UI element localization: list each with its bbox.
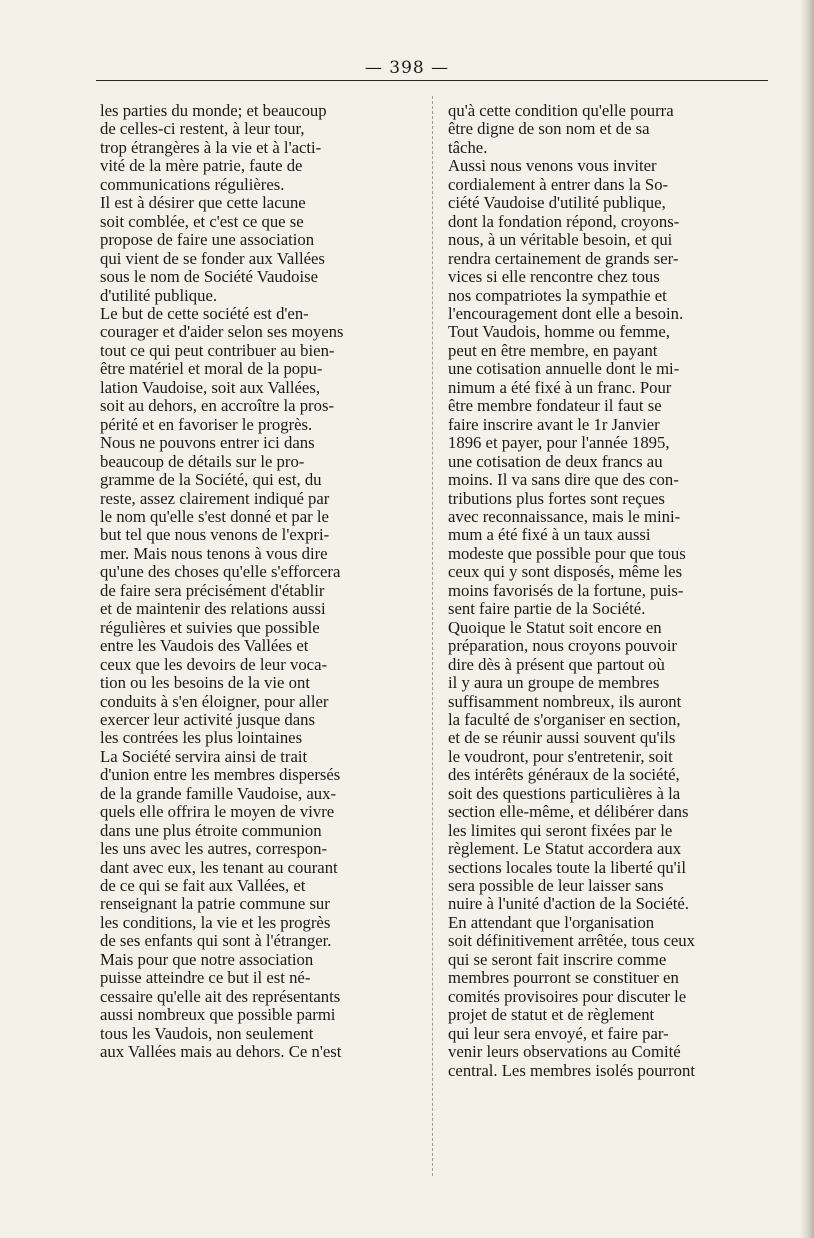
left-column-line: but tel que nous venons de l'expri- [100,525,330,545]
right-column-line: l'encouragement dont elle a besoin. [448,303,684,323]
left-column-line: de celles-ci restent, à leur tour, [100,119,305,139]
header-rule [96,80,768,81]
right-column-line: venir leurs observations au Comité [448,1042,681,1062]
right-column-line: soit définitivement arrêtée, tous ceux [448,931,695,951]
left-column-line: les uns avec les autres, correspon- [100,839,328,859]
right-column-line: sent faire partie de la Société. [448,599,646,619]
right-column-line: faire inscrire avant le 1r Janvier [448,414,660,434]
right-column [448,102,766,1080]
right-column-line: des intérêts généraux de la société, [448,765,680,785]
right-column-line: sections locales toute la liberté qu'il [448,857,686,877]
left-column-line: Le but de cette société est d'en- [100,303,309,323]
right-column-line: qu'à cette condition qu'elle pourra [448,101,674,120]
right-column-line: être membre fondateur il faut se [448,396,662,416]
right-column-line: moins favorisés de la fortune, puis- [448,580,684,600]
right-column-line: tâche. [448,137,488,157]
right-column-line: sera possible de leur laisser sans [448,876,664,896]
right-column-line: peut en être membre, en payant [448,340,658,360]
right-column-line: central. Les membres isolés pourront [448,1060,695,1080]
right-column-line: nous, à un véritable besoin, et qui [448,230,673,250]
left-column-line: les contrées les plus lointaines [100,728,303,748]
left-column-line: conduits à s'en éloigner, pour aller [100,691,329,711]
left-column-line: La Société servira ainsi de trait [100,746,308,766]
left-column-line: communications régulières. [100,174,285,194]
right-column-line: qui leur sera envoyé, et faire par- [448,1023,669,1043]
right-column-line: nos compatriotes la sympathie et [448,285,667,305]
right-column-line: moins. Il va sans dire que des con- [448,470,679,490]
left-column-line: reste, assez clairement indiqué par [100,488,330,508]
right-column-line: 1896 et payer, pour l'année 1895, [448,433,670,453]
left-column-line: soit au dehors, en accroître la pros- [100,396,334,416]
right-column-line: cordialement à entrer dans la So- [448,174,669,194]
left-column-line: qu'une des choses qu'elle s'efforcera [100,562,341,582]
right-column-line: Quoique le Statut soit encore en [448,617,662,637]
left-column-line: d'utilité publique. [100,285,218,305]
left-column-line: renseignant la patrie commune sur [100,894,330,914]
left-column-line: puisse atteindre ce but il est né- [100,968,311,988]
left-column-line: ceux que les devoirs de leur voca- [100,654,328,674]
right-column-line: avec reconnaissance, mais le mini- [448,506,681,526]
left-column-line: beaucoup de détails sur le pro- [100,451,305,471]
right-column-line: mum a été fixé à un taux aussi [448,525,651,545]
right-column-line: la faculté de s'organiser en section, [448,709,681,729]
left-column-line: Mais pour que notre association [100,949,314,969]
left-column-line: quels elle offrira le moyen de vivre [100,802,335,822]
left-column-line: lation Vaudoise, soit aux Vallées, [100,377,320,397]
right-column-line: rendra certainement de grands ser- [448,248,679,268]
left-column-line: d'union entre les membres dispersés [100,765,341,785]
right-column-line: une cotisation annuelle dont le mi- [448,359,680,379]
right-column-line: membres pourront se constituer en [448,968,679,988]
right-column-line: section elle-même, et délibérer dans [448,802,689,822]
left-column-line: soit comblée, et c'est ce que se [100,211,304,231]
left-column-line: être matériel et moral de la popu- [100,359,323,379]
left-column-line: Nous ne pouvons entrer ici dans [100,433,315,453]
left-column-line: de faire sera précisément d'établir [100,580,325,600]
right-column-line: il y aura un groupe de membres [448,673,660,693]
page-number: — 398 — [364,58,450,78]
right-column-line: suffisamment nombreux, ils auront [448,691,682,711]
right-column-line: nimum a été fixé à un franc. Pour [448,377,672,397]
right-column-line: qui se seront fait inscrire comme [448,949,667,969]
column-divider [432,96,433,1176]
left-column-line: sous le nom de Société Vaudoise [100,267,318,287]
right-column-line: règlement. Le Statut accordera aux [448,839,682,859]
right-column-line: comités provisoires pour discuter le [448,986,687,1006]
left-column-line: propose de faire une association [100,230,315,250]
right-column-line: une cotisation de deux francs au [448,451,663,471]
left-column-line: tout ce qui peut contribuer au bien- [100,340,335,360]
right-column-line: et de se réunir aussi souvent qu'ils [448,728,676,748]
left-column-line: et de maintenir des relations aussi [100,599,326,619]
left-column-line: tous les Vaudois, non seulement [100,1023,314,1043]
right-column-line: soit des questions particulières à la [448,783,681,803]
left-column [100,102,418,1062]
left-column-line: le nom qu'elle s'est donné et par le [100,506,329,526]
right-column-line: En attendant que l'organisation [448,912,655,932]
left-column-line: courager et d'aider selon ses moyens [100,322,344,342]
left-column-line: de ce qui se fait aux Vallées, et [100,876,306,896]
page-edge-shadow [800,0,814,1238]
right-column-line: dire dès à présent que partout où [448,654,665,674]
right-column-line: le voudront, pour s'entretenir, soit [448,746,673,766]
left-column-line: entre les Vaudois des Vallées et [100,636,309,656]
left-column-line: de ses enfants qui sont à l'étranger. [100,931,332,951]
left-column-line: qui vient de se fonder aux Vallées [100,248,325,268]
left-column-line: tion ou les besoins de la vie ont [100,673,310,693]
left-column-line: exercer leur activité jusque dans [100,709,315,729]
right-column-line: les limites qui seront fixées par le [448,820,673,840]
left-column-line: dans une plus étroite communion [100,820,322,840]
right-column-line: préparation, nous croyons pouvoir [448,636,677,656]
left-column-line: aux Vallées mais au dehors. Ce n'est [100,1042,342,1062]
right-column-line: Tout Vaudois, homme ou femme, [448,322,670,342]
right-column-line: être digne de son nom et de sa [448,119,650,139]
left-column-line: trop étrangères à la vie et à l'acti- [100,137,322,157]
right-column-line: tributions plus fortes sont reçues [448,488,665,508]
left-column-line: régulières et suivies que possible [100,617,320,637]
left-column-line: les conditions, la vie et les progrès [100,912,331,932]
right-column-line: nuire à l'unité d'action de la Société. [448,894,689,914]
left-column-line: aussi nombreux que possible parmi [100,1005,336,1025]
left-column-line: périté et en favoriser le progrès. [100,414,313,434]
left-column-line: gramme de la Société, qui est, du [100,470,322,490]
right-column-line: Aussi nous venons vous inviter [448,156,657,176]
right-column-line: modeste que possible pour que tous [448,543,686,563]
left-column-line: les parties du monde; et beaucoup [100,101,327,120]
right-column-line: ceux qui y sont disposés, même les [448,562,683,582]
left-column-line: dant avec eux, les tenant au courant [100,857,338,877]
right-column-line: ciété Vaudoise d'utilité publique, [448,193,666,213]
left-column-line: de la grande famille Vaudoise, aux- [100,783,337,803]
right-column-line: vices si elle rencontre chez tous [448,267,660,287]
left-column-line: vité de la mère patrie, faute de [100,156,303,176]
left-column-line: Il est à désirer que cette lacune [100,193,306,213]
right-column-line: projet de statut et de règlement [448,1005,655,1025]
left-column-line: mer. Mais nous tenons à vous dire [100,543,328,563]
left-column-line: cessaire qu'elle ait des représentants [100,986,341,1006]
right-column-line: dont la fondation répond, croyons- [448,211,680,231]
